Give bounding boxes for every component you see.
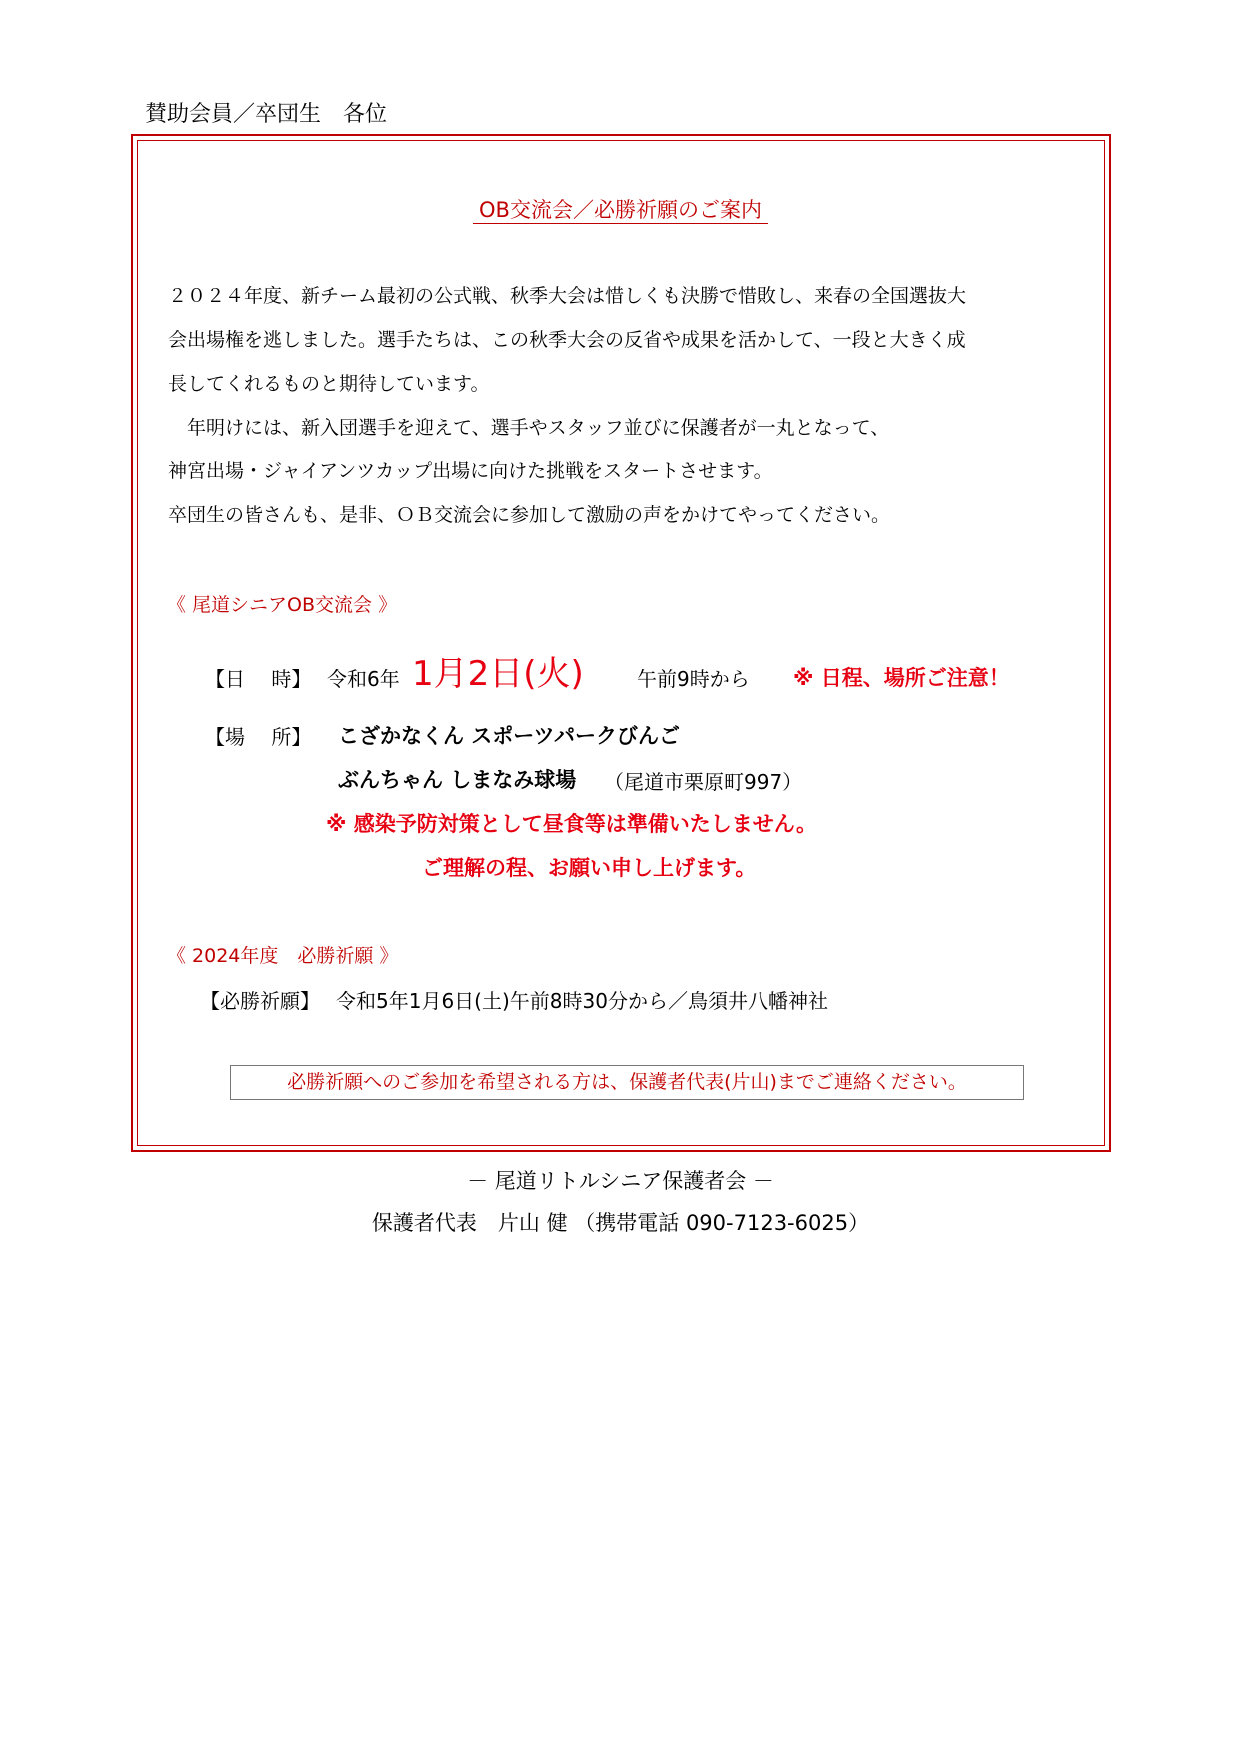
prayer-label: 【必勝祈願】: [200, 989, 320, 1013]
addressee: 賛助会員／卒団生 各位: [145, 102, 388, 127]
event-time: 午前9時から: [637, 667, 750, 691]
intro-line-3: 長してくれるものと期待しています。: [168, 373, 490, 395]
datetime-label: 【日 時】: [205, 667, 312, 691]
venue-line-1: こざかなくん スポーツパークびんご: [338, 724, 681, 748]
footer-organization: － 尾道リトルシニア保護者会 －: [467, 1169, 774, 1193]
venue-address: （尾道市栗原町997）: [604, 770, 803, 794]
contact-notice-box: 必勝祈願へのご参加を希望される方は、保護者代表(片山)までご連絡ください。: [230, 1065, 1024, 1100]
document-title: [0, 194, 1241, 224]
era-prefix: 令和6年: [327, 667, 400, 691]
prayer-section-heading: 《 2024年度 必勝祈願 》: [167, 945, 399, 967]
venue-line-2: ぶんちゃん しまなみ球場: [338, 768, 577, 792]
footer-representative: 保護者代表 片山 健 （携帯電話 090-7123-6025）: [371, 1211, 870, 1235]
meal-notice: ※ 感染予防対策として昼食等は準備いたしません。: [326, 812, 817, 836]
place-label: 【場 所】: [205, 725, 312, 749]
event-date: 1月2日(火): [412, 654, 584, 694]
prayer-detail: 令和5年1月6日(土)午前8時30分から／鳥須井八幡神社: [336, 989, 828, 1013]
understanding-request: ご理解の程、お願い申し上げます。: [422, 856, 757, 880]
intro-line-1: ２０２４年度、新チーム最初の公式戦、秋季大会は惜しくも決勝で惜敗し、来春の全国選抜大: [168, 285, 967, 307]
intro-line-2: 会出場権を逃しました。選手たちは、この秋季大会の反省や成果を活かして、一段と大きく成: [168, 329, 966, 351]
schedule-caution: ※ 日程、場所ご注意！: [793, 666, 1010, 690]
intro-line-4: 年明けには、新入団選手を迎えて、選手やスタッフ並びに保護者が一丸となって、: [168, 417, 890, 439]
intro-line-6: 卒団生の皆さんも、是非、ＯＢ交流会に参加して激励の声をかけてやってください。: [168, 504, 891, 526]
intro-line-5: 神宮出場・ジャイアンツカップ出場に向けた挑戦をスタートさせます。: [168, 460, 773, 482]
ob-section-heading: 《 尾道シニアOB交流会 》: [167, 594, 398, 616]
document-title-text: OB交流会／必勝祈願のご案内: [473, 198, 768, 224]
